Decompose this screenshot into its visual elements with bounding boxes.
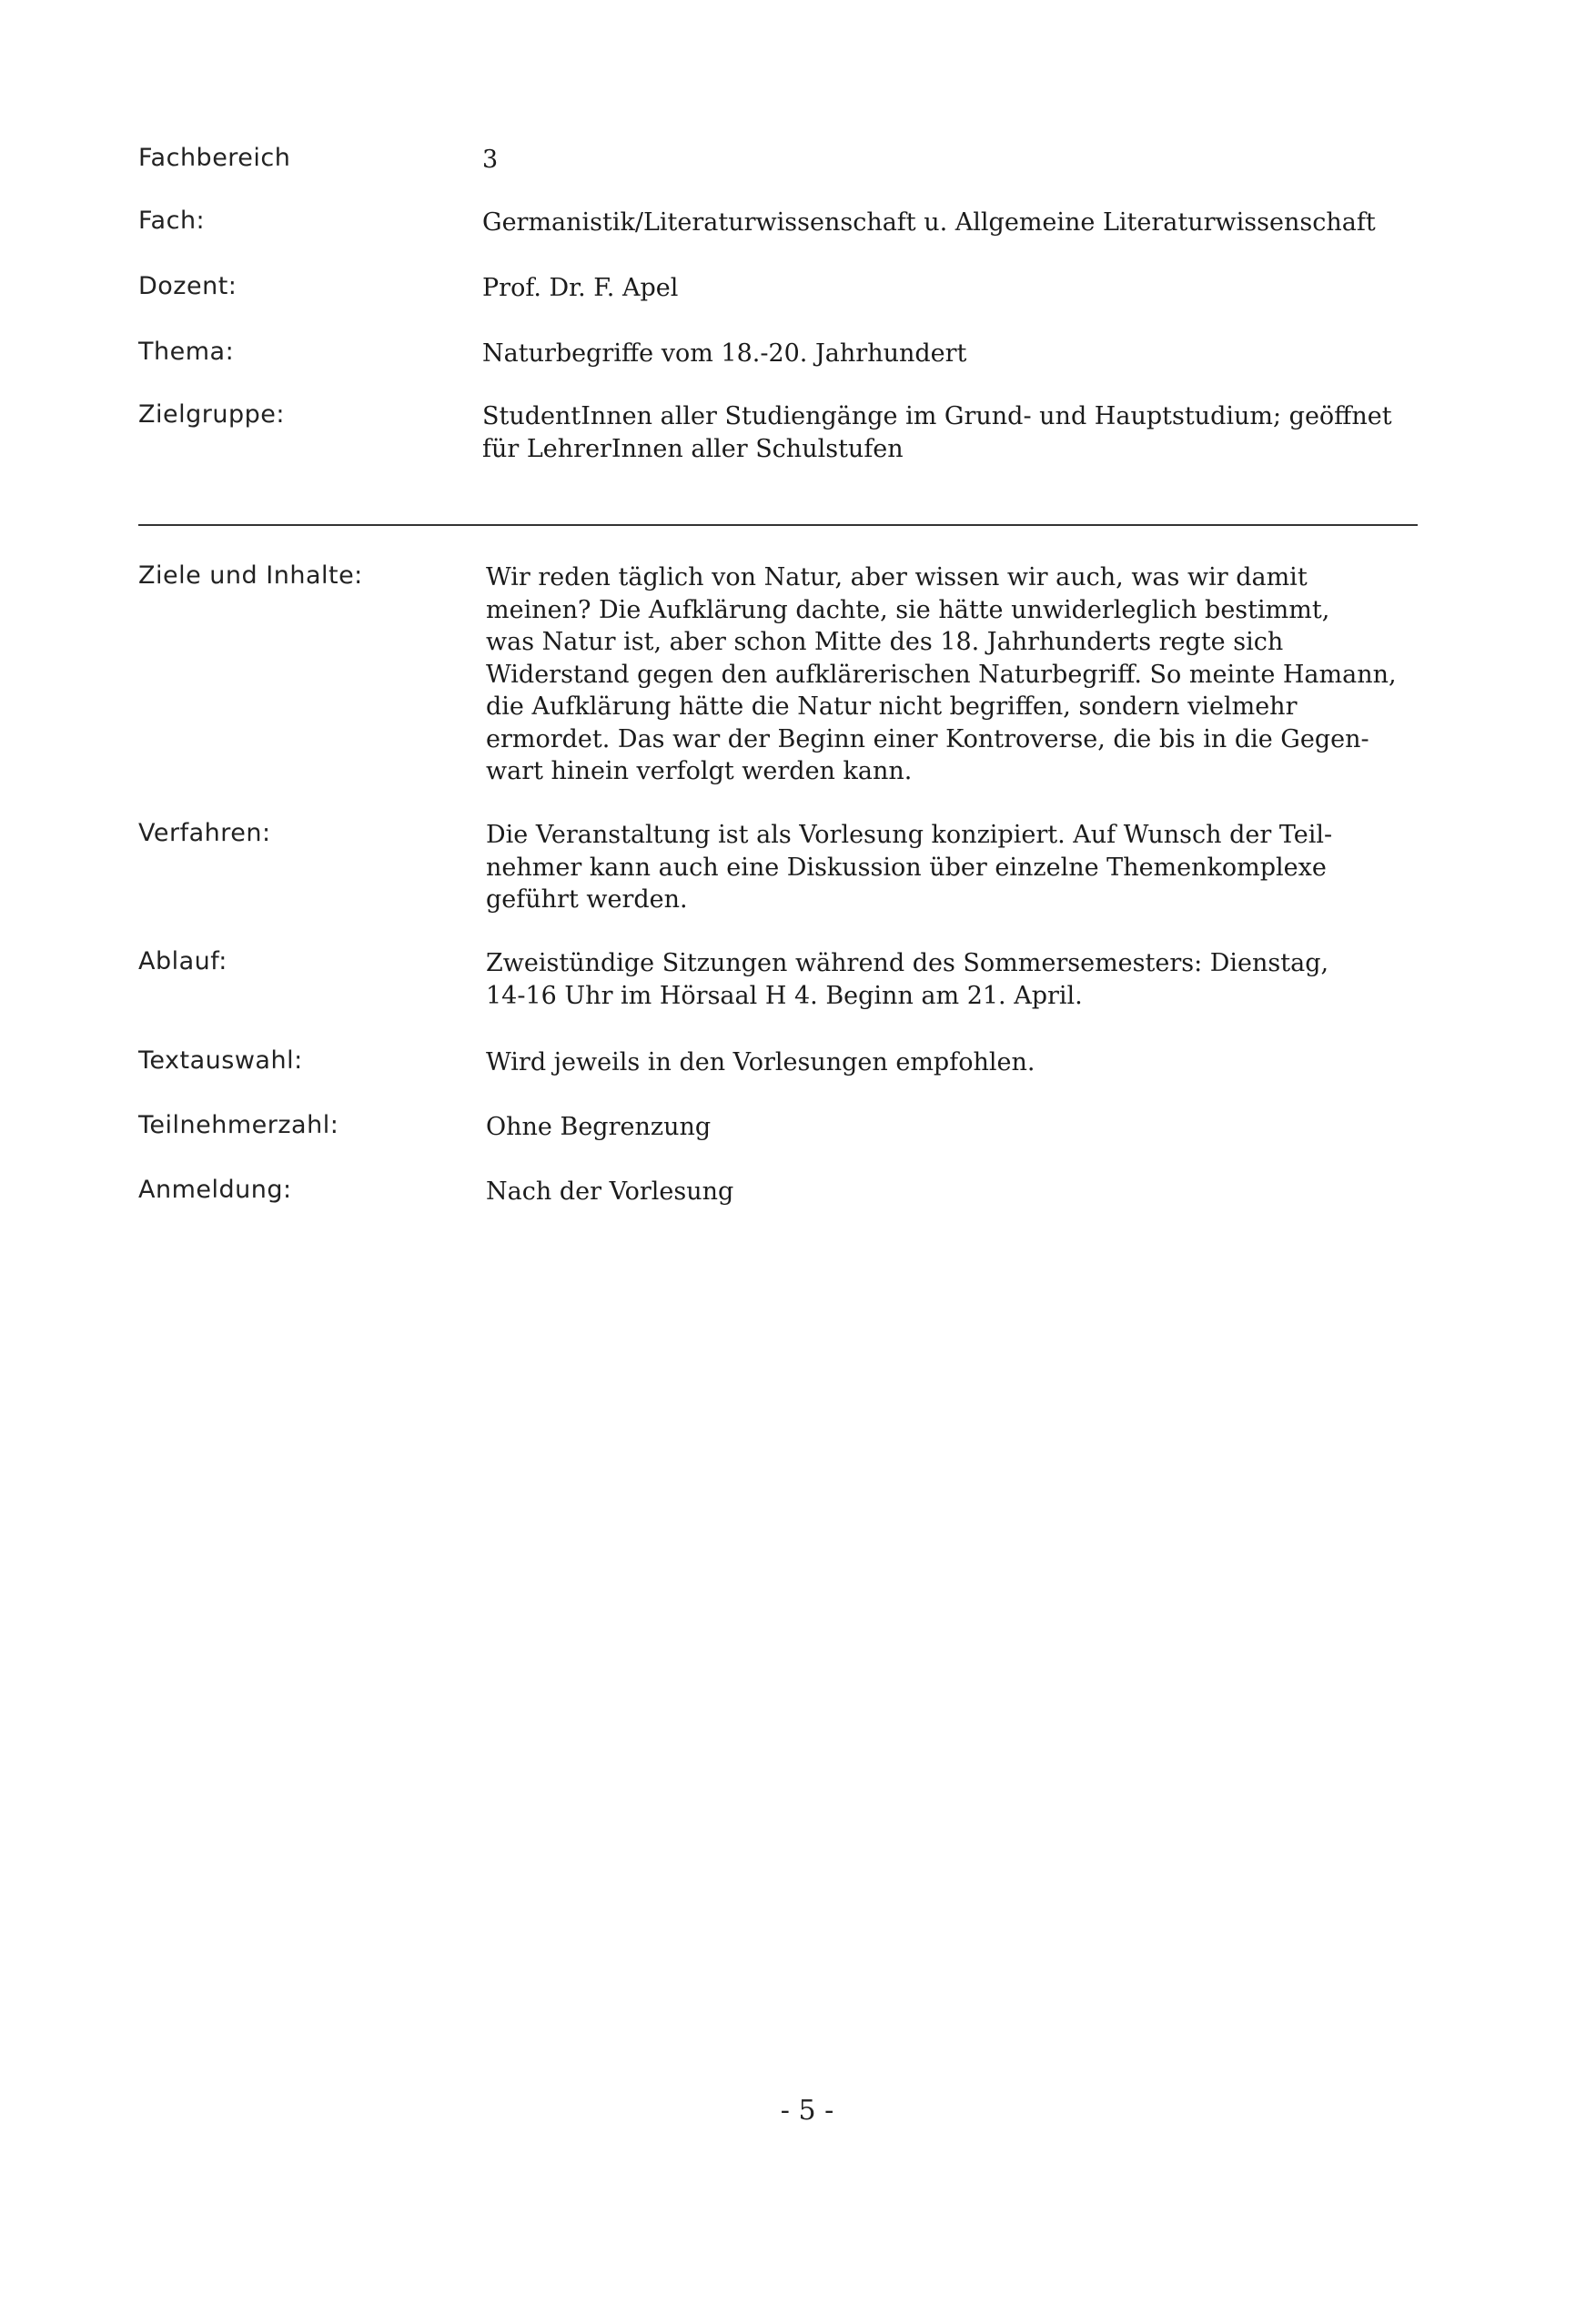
ziele-line: die Aufklärung hätte die Natur nicht begriffen, sondern vielmehr bbox=[486, 692, 1298, 721]
page-number bbox=[0, 2095, 1596, 2127]
fachbereich-label: Fachbereich bbox=[138, 144, 291, 172]
thema-value: Naturbegriffe vom 18.-20. Jahrhundert bbox=[482, 339, 967, 368]
teilnehmerzahl-label: Teilnehmerzahl: bbox=[138, 1111, 339, 1139]
ziele-text bbox=[486, 561, 1414, 788]
fach-label: Fach: bbox=[138, 207, 206, 235]
ziele-label: Ziele und Inhalte: bbox=[138, 561, 363, 590]
ziele-line: ermordet. Das war der Beginn einer Kontroverse, die bis in die Gegen- bbox=[486, 724, 1369, 753]
ablauf-text bbox=[486, 947, 1414, 1012]
zielgruppe-line: StudentInnen aller Studiengänge im Grund- und Hauptstudium; geöffnet bbox=[482, 402, 1392, 430]
teilnehmerzahl-value: Ohne Begrenzung bbox=[486, 1113, 712, 1141]
ablauf-line: Zweistündige Sitzungen während des Sommersemesters: Dienstag, bbox=[486, 949, 1329, 977]
textauswahl-label: Textauswahl: bbox=[138, 1046, 303, 1075]
zielgruppe-value bbox=[482, 400, 1429, 466]
verfahren-label: Verfahren: bbox=[138, 819, 271, 847]
dozent-label: Dozent: bbox=[138, 272, 237, 300]
section-divider bbox=[138, 524, 1418, 526]
ziele-line: was Natur ist, aber schon Mitte des 18. Jahrhunderts regte sich bbox=[486, 628, 1284, 656]
ziele-line: Wir reden täglich von Natur, aber wissen wir auch, was wir damit bbox=[486, 563, 1308, 591]
ziele-line: meinen? Die Aufklärung dachte, sie hätte unwiderleglich bestimmt, bbox=[486, 595, 1330, 624]
fachbereich-value: 3 bbox=[482, 146, 499, 174]
dozent-value: Prof. Dr. F. Apel bbox=[482, 274, 679, 302]
page-number-text: - 5 - bbox=[780, 2095, 834, 2127]
ablauf-label: Ablauf: bbox=[138, 947, 227, 975]
anmeldung-value: Nach der Vorlesung bbox=[486, 1177, 734, 1206]
verfahren-line: nehmer kann auch eine Diskussion über einzelne Themenkomplexe bbox=[486, 853, 1327, 882]
anmeldung-label: Anmeldung: bbox=[138, 1176, 292, 1204]
zielgruppe-label: Zielgruppe: bbox=[138, 400, 285, 429]
ziele-line: Widerstand gegen den aufklärerischen Naturbegriff. So meinte Hamann, bbox=[486, 660, 1397, 689]
ablauf-line: 14-16 Uhr im Hörsaal H 4. Beginn am 21. April. bbox=[486, 981, 1083, 1010]
ziele-line: wart hinein verfolgt werden kann. bbox=[486, 757, 913, 785]
fach-value: Germanistik/Literaturwissenschaft u. Allgemeine Literaturwissenschaft bbox=[482, 208, 1376, 237]
verfahren-line: Die Veranstaltung ist als Vorlesung konzipiert. Auf Wunsch der Teil- bbox=[486, 821, 1333, 849]
thema-label: Thema: bbox=[138, 338, 235, 366]
textauswahl-value: Wird jeweils in den Vorlesungen empfohlen. bbox=[486, 1048, 1035, 1076]
verfahren-text bbox=[486, 819, 1414, 916]
zielgruppe-line: für LehrerInnen aller Schulstufen bbox=[482, 435, 904, 463]
verfahren-line: geführt werden. bbox=[486, 885, 688, 914]
